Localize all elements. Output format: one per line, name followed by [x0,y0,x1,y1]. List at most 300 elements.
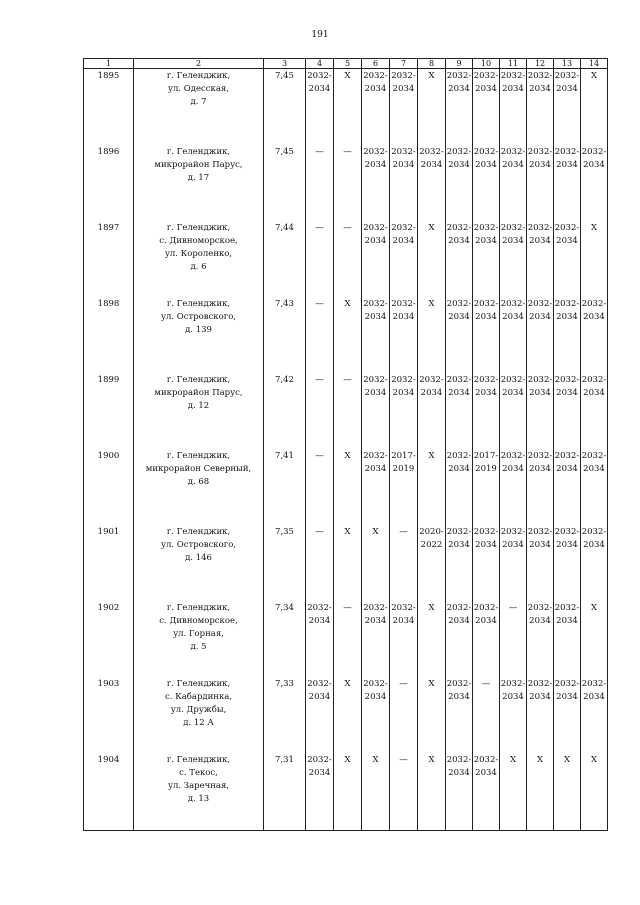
period-line: 2032- [446,527,472,537]
address-cell [134,601,264,677]
period-cell [334,297,362,373]
period-line: 2034 [420,160,443,170]
period-cell [581,677,608,753]
address-line: ул. Горная, [173,629,224,639]
period-cell [390,601,418,677]
column-header: 12 [527,59,554,69]
period-line: 2032- [446,451,472,461]
period-cell [473,69,500,146]
period-line: 2032- [581,679,607,689]
period-line: 2032- [500,299,526,309]
period-line: Х [344,755,351,765]
address-line: ул. Островского, [160,312,237,322]
period-line: 2034 [475,768,497,778]
address-line: ул. Островского, [160,540,237,550]
period-cell [581,373,608,449]
period-cell [581,69,608,146]
period-line: 2034 [364,388,387,398]
period-line: 2034 [364,160,387,170]
period-line: 2034 [448,84,470,94]
period-line: — [315,451,324,461]
period-line: 2032- [391,375,416,385]
period-cell [554,449,581,525]
period-cell [334,145,362,221]
period-cell [362,297,390,373]
row-number: 1903 [84,677,134,753]
address-line: д. 17 [187,173,210,183]
period-line: 2034 [448,160,470,170]
address-line: г. Геленджик, [166,755,231,765]
period-line: 2034 [308,84,331,94]
period-cell [306,601,334,677]
column-header: 2 [134,59,264,69]
period-cell [473,601,500,677]
period-line: 2034 [502,388,524,398]
period-line: 2032- [581,375,607,385]
column-header: 7 [390,59,418,69]
period-line: — [315,223,324,233]
period-line: Х [344,451,351,461]
row-number: 1897 [84,221,134,297]
period-cell [473,525,500,601]
period-line: — [399,527,408,537]
period-cell [418,753,446,831]
period-cell [334,221,362,297]
period-line: — [399,679,408,689]
period-line: 2034 [529,84,551,94]
address-line: микрорайон Парус, [154,160,243,170]
period-cell [500,69,527,146]
period-line: Х [536,755,544,765]
period-cell [500,753,527,831]
period-cell [306,297,334,373]
period-cell [581,753,608,831]
period-cell [418,601,446,677]
period-line: 2032- [554,679,580,689]
table-row [84,145,608,221]
period-cell [473,753,500,831]
period-line: 2034 [448,236,470,246]
table-body [84,69,608,831]
period-cell [581,145,608,221]
period-line: 2034 [583,692,605,702]
column-header: 5 [334,59,362,69]
period-line: 2032- [391,223,416,233]
period-cell [390,449,418,525]
score-cell: 7,45 [264,69,306,146]
period-line: 2034 [529,540,551,550]
table-row [84,373,608,449]
period-cell [334,525,362,601]
period-line: Х [428,755,435,765]
period-cell [390,297,418,373]
period-line: 2034 [556,84,578,94]
period-line: 2034 [392,312,415,322]
period-cell [446,601,473,677]
period-cell [500,297,527,373]
period-line: 2032- [500,375,526,385]
period-cell [446,145,473,221]
period-line: 2032- [363,71,388,81]
period-line: 2034 [529,312,551,322]
period-cell [362,373,390,449]
period-cell [554,373,581,449]
address-cell [134,449,264,525]
period-line: Х [372,527,379,537]
period-cell [334,753,362,831]
period-line: 2034 [392,616,415,626]
row-number: 1900 [84,449,134,525]
address-line: г. Геленджик, [166,299,231,309]
address-line: д. 12 [187,401,210,411]
address-line: ул. Дружбы, [170,705,227,715]
period-cell [554,677,581,753]
address-line: д. 12 А [183,718,214,728]
period-cell [554,145,581,221]
period-line: 2034 [364,616,387,626]
score-cell: 7,44 [264,221,306,297]
period-cell [362,753,390,831]
period-line: 2032- [527,527,553,537]
period-line: Х [590,71,598,81]
row-number: 1895 [84,69,134,146]
period-line: Х [590,603,598,613]
row-number: 1898 [84,297,134,373]
period-cell [390,525,418,601]
score-cell: 7,33 [264,677,306,753]
period-cell [500,601,527,677]
period-line: 2034 [583,160,605,170]
column-header: 3 [264,59,306,69]
period-line: 2032- [554,223,580,233]
score-cell: 7,31 [264,753,306,831]
address-line: с. Кабардинка, [164,692,233,702]
period-line: — [481,679,491,689]
period-line: 2034 [308,768,331,778]
period-line: 2032- [527,299,553,309]
address-line: ул. Заречная, [167,781,230,791]
period-line: 2034 [529,388,551,398]
period-cell [527,297,554,373]
period-line: — [315,375,324,385]
period-line: 2032- [446,71,472,81]
period-line: 2034 [583,312,605,322]
period-line: 2032- [500,71,526,81]
period-line: Х [428,679,435,689]
period-line: 2032- [554,375,580,385]
period-line: 2020- [419,527,444,537]
period-line: Х [428,603,435,613]
period-cell [362,145,390,221]
period-line: 2034 [556,236,578,246]
period-line: 2034 [529,464,551,474]
period-line: 2032- [307,755,332,765]
address-cell [134,221,264,297]
address-line: д. 139 [185,325,212,335]
column-header: 6 [362,59,390,69]
period-cell [390,145,418,221]
period-line: 2032- [527,223,553,233]
column-header: 4 [306,59,334,69]
page-number: 191 [311,30,329,40]
period-line: 2032- [363,679,388,689]
period-line: Х [344,679,351,689]
period-cell [527,601,554,677]
address-line: ул. Одесская, [167,84,229,94]
period-line: 2034 [502,692,524,702]
period-line: — [315,147,324,157]
period-line: 2017- [391,451,416,461]
period-line: — [399,755,408,765]
period-line: 2032- [446,223,472,233]
period-line: 2034 [556,160,578,170]
period-cell [527,221,554,297]
period-cell [500,525,527,601]
period-line: 2034 [556,616,578,626]
column-header: 14 [581,59,608,69]
period-line: Х [428,71,435,81]
period-line: 2034 [556,692,578,702]
period-line: 2034 [502,84,524,94]
period-line: Х [590,223,598,233]
period-line: 2034 [448,540,470,550]
period-cell [581,525,608,601]
period-cell [554,601,581,677]
address-line: микрорайон Северный, [145,464,252,474]
period-line: 2034 [364,84,387,94]
period-line: 2032- [391,71,416,81]
period-line: Х [428,451,435,461]
period-line: 2034 [502,236,524,246]
period-line: 2032- [554,147,580,157]
period-cell [306,69,334,146]
period-cell [390,677,418,753]
period-line: 2032- [446,147,472,157]
period-cell [306,525,334,601]
period-line: 2032- [363,603,388,613]
period-line: — [343,375,352,385]
period-cell [418,69,446,146]
period-cell [334,677,362,753]
period-cell [418,677,446,753]
period-cell [581,449,608,525]
period-line: 2032- [500,527,526,537]
column-header: 1 [84,59,134,69]
period-line: 2034 [502,160,524,170]
table-row [84,753,608,831]
period-cell [446,677,473,753]
period-line: — [343,603,352,613]
period-line: Х [509,755,517,765]
period-line: 2032- [363,451,388,461]
period-line: 2032- [527,451,553,461]
period-line: 2032- [473,527,499,537]
address-cell [134,753,264,831]
period-line: Х [344,71,351,81]
address-line: д. 146 [185,553,212,563]
period-cell [418,221,446,297]
period-cell [446,449,473,525]
period-line: 2022 [420,540,443,550]
period-line: 2034 [475,236,497,246]
address-line: г. Геленджик, [166,527,231,537]
period-cell [527,145,554,221]
table-row [84,677,608,753]
period-cell [500,145,527,221]
address-line: микрорайон Парус, [154,388,243,398]
period-line: 2032- [473,147,499,157]
period-cell [362,525,390,601]
address-cell [134,677,264,753]
address-cell [134,373,264,449]
period-line: — [343,223,352,233]
period-cell [306,221,334,297]
period-line: 2034 [392,236,415,246]
score-cell: 7,45 [264,145,306,221]
period-line: 2032- [307,71,332,81]
period-cell [581,297,608,373]
period-line: 2032- [581,451,607,461]
period-cell [473,145,500,221]
period-line: 2034 [529,160,551,170]
period-line: 2034 [502,464,524,474]
address-line: с. Текос, [179,768,218,778]
period-line: 2017- [473,451,499,461]
period-cell [446,297,473,373]
period-cell [473,677,500,753]
period-cell [473,297,500,373]
period-cell [473,221,500,297]
period-cell [418,525,446,601]
period-line: Х [372,755,379,765]
period-cell [473,373,500,449]
period-line: 2032- [419,147,444,157]
address-line: г. Геленджик, [166,451,231,461]
period-line: 2032- [446,755,472,765]
period-line: 2032- [500,451,526,461]
period-line: 2034 [448,464,470,474]
column-header: 10 [473,59,500,69]
period-cell [446,753,473,831]
period-cell [554,753,581,831]
address-line: г. Геленджик, [166,375,231,385]
address-line: г. Геленджик, [166,147,231,157]
address-line: д. 6 [190,262,207,272]
period-cell [473,449,500,525]
period-line: 2034 [364,236,387,246]
period-line: 2034 [529,236,551,246]
period-line: Х [344,527,351,537]
address-line: г. Геленджик, [166,603,231,613]
period-cell [418,449,446,525]
period-line: 2032- [581,299,607,309]
period-line: Х [428,299,435,309]
address-line: с. Дивноморское, [159,616,238,626]
period-line: 2034 [475,84,497,94]
period-cell [446,221,473,297]
period-line: 2034 [364,464,387,474]
address-cell [134,69,264,146]
period-line: 2032- [363,223,388,233]
period-line: 2032- [527,71,553,81]
period-cell [306,449,334,525]
row-number: 1896 [84,145,134,221]
period-cell [362,449,390,525]
period-line: 2032- [419,375,444,385]
period-cell [554,297,581,373]
period-cell [362,601,390,677]
period-cell [418,145,446,221]
period-cell [418,373,446,449]
period-line: 2034 [502,540,524,550]
period-cell [334,69,362,146]
period-line: — [508,603,518,613]
score-cell: 7,43 [264,297,306,373]
period-cell [306,373,334,449]
period-cell [527,449,554,525]
period-cell [418,297,446,373]
score-cell: 7,34 [264,601,306,677]
period-cell [527,373,554,449]
period-line: 2032- [391,299,416,309]
period-line: 2032- [527,603,553,613]
period-line: 2034 [308,692,331,702]
period-line: 2034 [556,312,578,322]
period-line: 2034 [448,388,470,398]
address-line: ул. Короленко, [164,249,233,259]
period-line: Х [563,755,571,765]
period-line: 2019 [392,464,415,474]
address-line: д. 68 [187,477,210,487]
period-line: 2034 [475,312,497,322]
period-cell [554,69,581,146]
period-line: 2034 [448,692,470,702]
score-cell: 7,35 [264,525,306,601]
period-cell [446,69,473,146]
period-line: 2032- [307,679,332,689]
period-line: 2034 [475,160,497,170]
period-line: 2032- [554,451,580,461]
address-cell [134,297,264,373]
period-cell [500,449,527,525]
period-cell [362,69,390,146]
period-line: 2034 [583,540,605,550]
table-row [84,221,608,297]
address-line: с. Дивноморское, [159,236,238,246]
period-line: 2032- [391,603,416,613]
table-header-row [84,59,608,69]
period-line: 2034 [583,464,605,474]
period-line: 2032- [581,527,607,537]
period-line: 2032- [363,375,388,385]
period-line: 2032- [554,527,580,537]
period-line: 2032- [473,375,499,385]
period-line: 2034 [364,312,387,322]
period-line: 2034 [529,692,551,702]
period-line: 2032- [500,147,526,157]
period-line: 2032- [307,603,332,613]
period-cell [500,677,527,753]
address-line: г. Геленджик, [166,71,231,81]
period-cell [334,449,362,525]
period-cell [390,373,418,449]
period-cell [554,221,581,297]
period-line: 2032- [363,299,388,309]
period-cell [527,69,554,146]
address-line: д. 5 [190,642,207,652]
period-line: 2034 [556,540,578,550]
period-line: 2032- [473,299,499,309]
